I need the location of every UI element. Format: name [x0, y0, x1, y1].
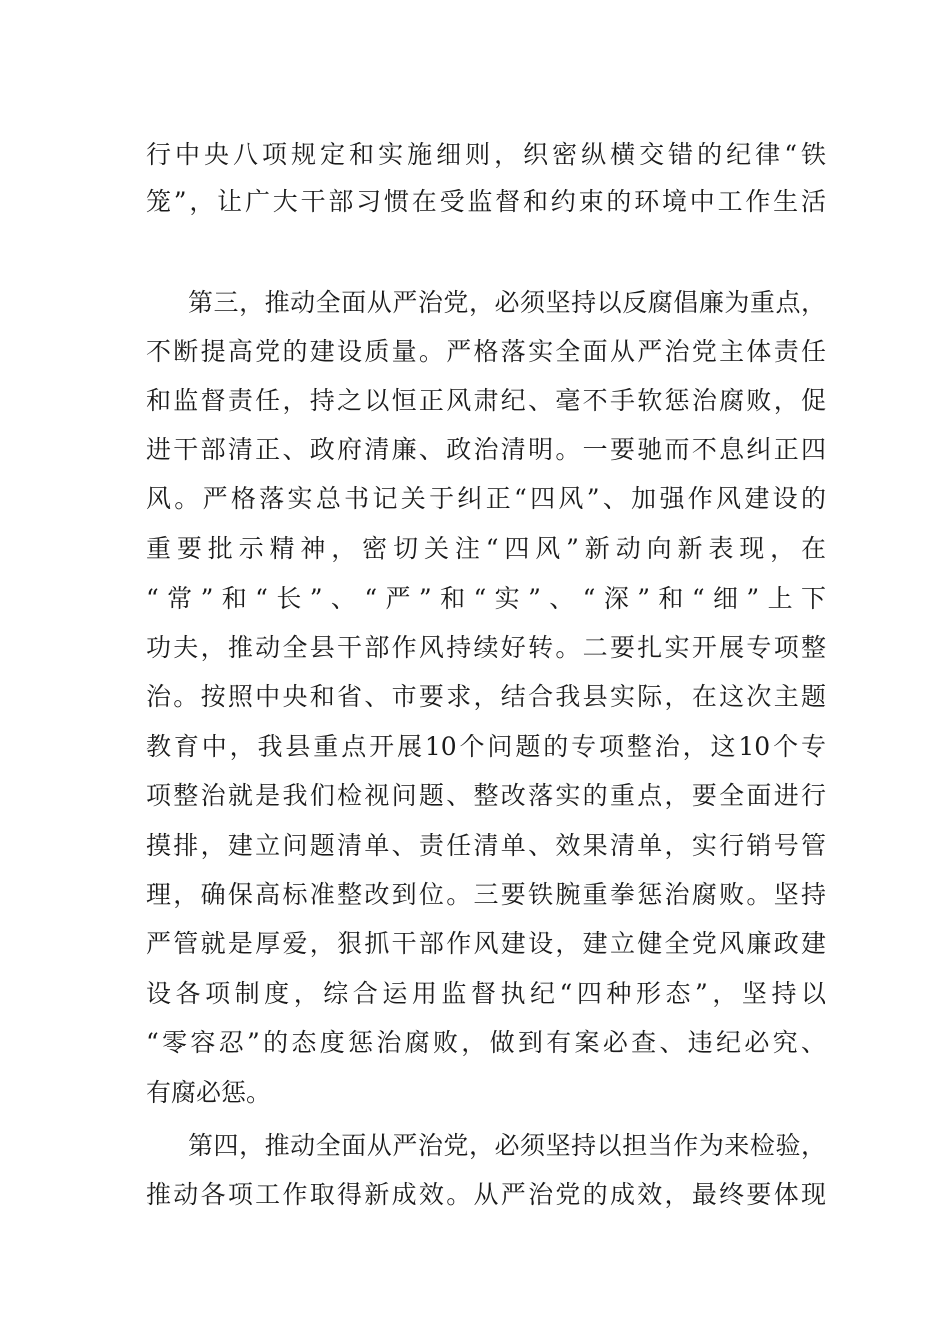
- paragraph-three-line-14: 严管就是厚爱，狠抓干部作风建设，建立健全党风廉政建: [146, 929, 826, 958]
- paragraph-three-line-3: 和监督责任，持之以恒正风肃纪、毫不手软惩治腐败，促: [146, 386, 826, 415]
- paragraph-three-line-2: 不断提高党的建设质量。严格落实全面从严治党主体责任: [146, 337, 826, 366]
- paragraph-three-line-4: 进干部清正、政府清廉、政治清明。一要驰而不息纠正四: [146, 435, 826, 464]
- paragraph-three-line-1: 第三，推动全面从严治党，必须坚持以反腐倡廉为重点，: [188, 288, 826, 317]
- paragraph-four-line-2: 推动各项工作取得新成效。从严治党的成效，最终要体现: [146, 1180, 826, 1209]
- paragraph-three-line-9: 治。按照中央和省、市要求，结合我县实际，在这次主题: [146, 682, 826, 711]
- paragraph-three-line-17: 有腐必惩。: [146, 1078, 272, 1107]
- paragraph-three-line-7: “常”和“长”、“严”和“实”、“深”和“细”上下: [146, 584, 826, 613]
- fragment-line-2: 笼”，让广大干部习惯在受监督和约束的环境中工作生活: [146, 187, 826, 216]
- fragment-line-1: 行中央八项规定和实施细则，织密纵横交错的纪律“铁: [146, 140, 826, 169]
- paragraph-three-line-16: “零容忍”的态度惩治腐败，做到有案必查、违纪必究、: [146, 1028, 826, 1057]
- paragraph-four-line-1: 第四，推动全面从严治党，必须坚持以担当作为来检验，: [188, 1131, 826, 1160]
- paragraph-three-line-8: 功夫，推动全县干部作风持续好转。二要扎实开展专项整: [146, 633, 826, 662]
- paragraph-three-line-13: 理，确保高标准整改到位。三要铁腕重拳惩治腐败。坚持: [146, 880, 826, 909]
- paragraph-three-line-6: 重要批示精神，密切关注“四风”新动向新表现，在: [146, 534, 826, 563]
- paragraph-three-line-11: 项整治就是我们检视问题、整改落实的重点，要全面进行: [146, 781, 826, 810]
- paragraph-three-line-15: 设各项制度，综合运用监督执纪“四种形态”，坚持以: [146, 979, 826, 1008]
- paragraph-three-line-12: 摸排，建立问题清单、责任清单、效果清单，实行销号管: [146, 831, 826, 860]
- paragraph-three-line-10: 教育中，我县重点开展10个问题的专项整治，这10个专: [146, 732, 826, 761]
- paragraph-three-line-5: 风。严格落实总书记关于纠正“四风”、加强作风建设的: [146, 484, 826, 513]
